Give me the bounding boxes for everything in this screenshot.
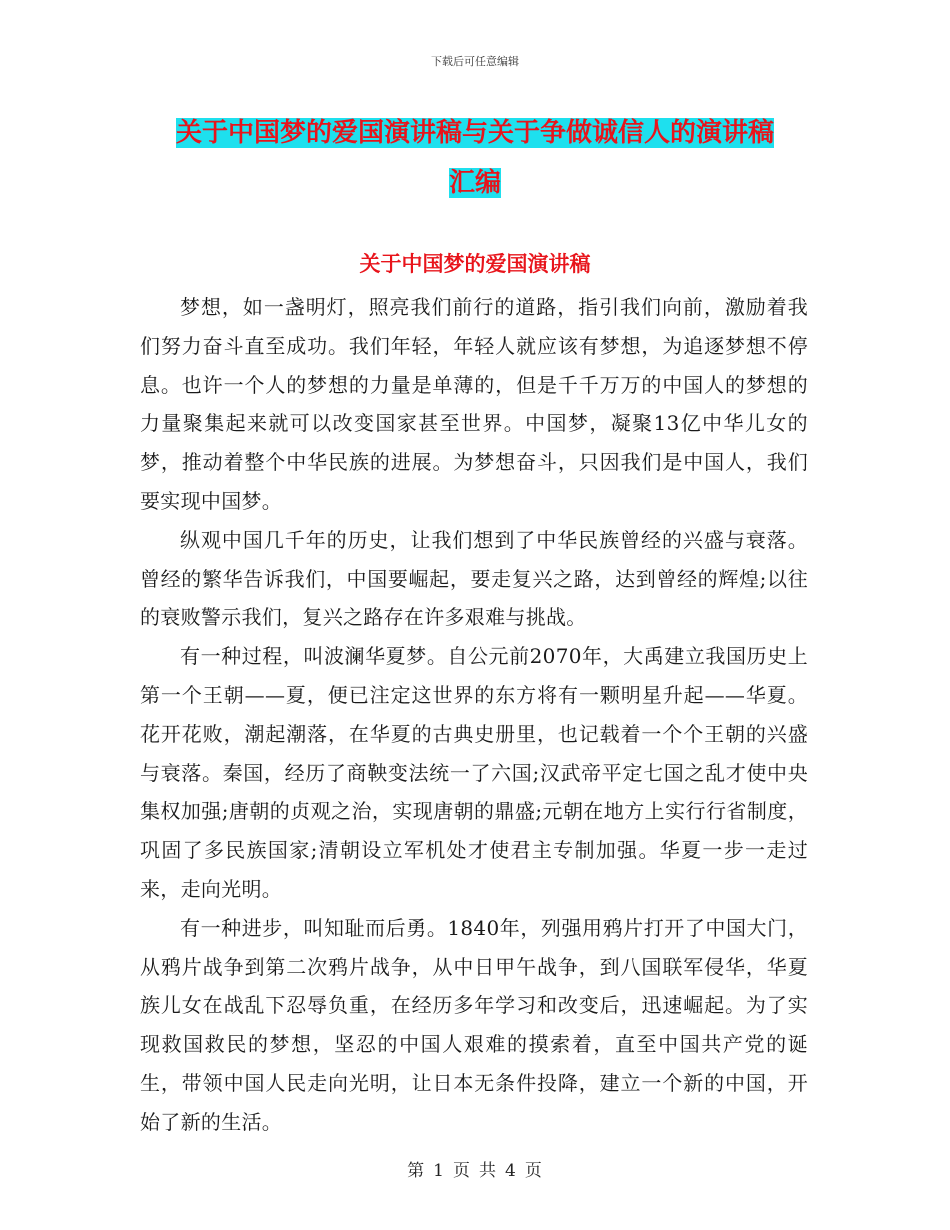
section-title: 关于中国梦的爱国演讲稿: [359, 252, 591, 276]
footer-page-unit: 页: [453, 1161, 471, 1181]
header-note: 下载后可任意编辑: [431, 55, 519, 68]
paragraph-3: 有一种过程，叫波澜华夏梦。自公元前2070年，大禹建立我国历史上第一个王朝——夏，便已注定这世界的东方将有一颗明星升起——华夏。花开花败，潮起潮落，在华夏的古典史册里，也记载着一个个王朝的兴盛与衰落。秦国，经历了商鞅变法统一了六国;汉武帝平定七国之乱才使中央集权加强;唐朝的贞观之治，实现唐朝的鼎盛;元朝在地方上实行行省制度，巩固了多民族国家;清朝设立军机处才使君主专制加强。华夏一步一走过来，走向光明。: [140, 644, 808, 901]
paragraph-2: 纵观中国几千年的历史，让我们想到了中华民族曾经的兴盛与衰落。曾经的繁华告诉我们，中国要崛起，要走复兴之路，达到曾经的辉煌;以往的衰败警示我们，复兴之路存在许多艰难与挑战。: [140, 527, 808, 630]
footer-page-label: 第: [407, 1161, 426, 1181]
footer-total-pages: 4: [505, 1161, 517, 1181]
footer-total-unit: 页: [524, 1161, 543, 1181]
paragraph-4: 有一种进步，叫知耻而后勇。1840年，列强用鸦片打开了中国大门，从鸦片战争到第二次鸦片战争，从中日甲午战争，到八国联军侵华，华夏族儿女在战乱下忍辱负重，在经历多年学习和改变后，迅速崛起。为了实现救国救民的梦想，坚忍的中国人艰难的摸索着，直至中国共产党的诞生，带领中国人民走向光明，让日本无条件投降，建立一个新的中国，开始了新的生活。: [140, 915, 808, 1134]
body-text: [140, 288, 808, 1142]
footer-page-number: 1: [433, 1161, 445, 1181]
document-title: [140, 108, 810, 208]
document-title-line-2: 汇编: [448, 168, 501, 198]
footer-total-label: 共: [479, 1161, 497, 1181]
document-title-line-1: 关于中国梦的爱国演讲稿与关于争做诚信人的演讲稿: [175, 118, 774, 148]
paragraph-1: 梦想，如一盏明灯，照亮我们前行的道路，指引我们向前，激励着我们努力奋斗直至成功。我们年轻，年轻人就应该有梦想，为追逐梦想不停息。也许一个人的梦想的力量是单薄的，但是千千万万的中国人的梦想的力量聚集起来就可以改变国家甚至世界。中国梦，凝聚13亿中华儿女的梦，推动着整个中华民族的进展。为梦想奋斗，只因我们是中国人，我们要实现中国梦。: [140, 295, 808, 513]
page-footer: [0, 1156, 950, 1181]
